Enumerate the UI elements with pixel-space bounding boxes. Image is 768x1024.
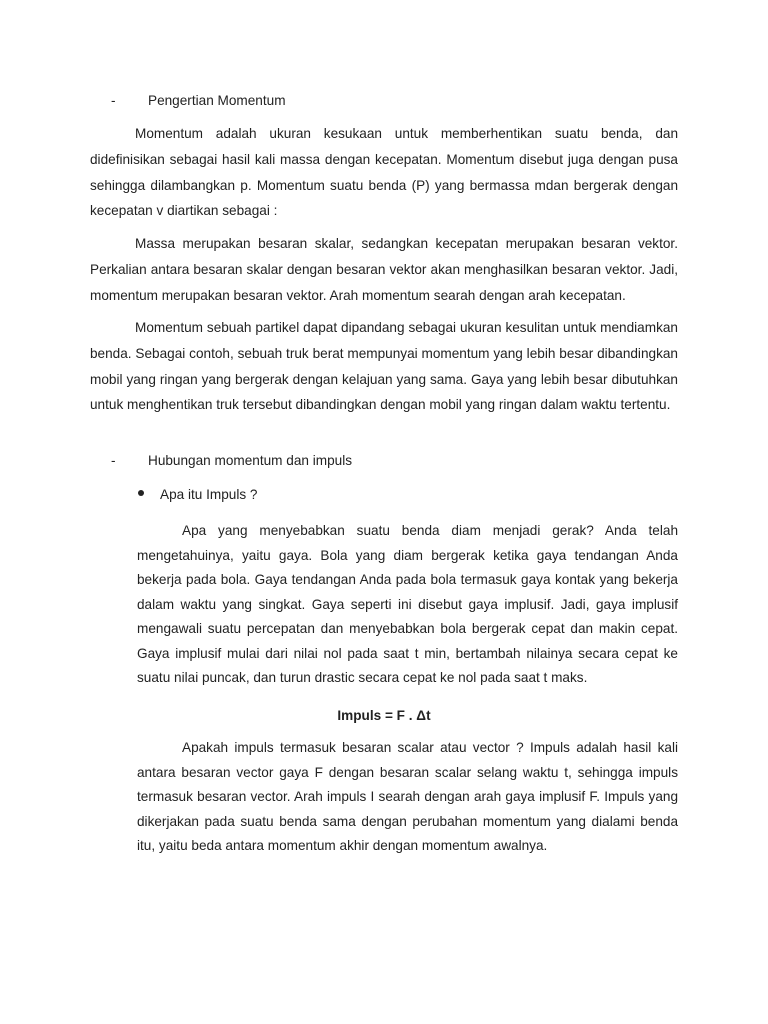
paragraph-momentum-definition: Momentum adalah ukuran kesukaan untuk memberhentikan suatu benda, dan didefinisikan sebagai hasil kali massa dengan kecepatan. Momentum disebut juga dengan pusa sehingga dilambangkan p. Momentum suatu benda (P) yang bermassa mdan bergerak dengan kecepatan v diartikan sebagai : <box>90 126 678 219</box>
paragraph-impulsive-force: Apa yang menyebabkan suatu benda diam menjadi gerak? Anda telah mengetahuinya, yaitu gaya. Bola yang diam bergerak ketika gaya tendangan Anda bekerja pada bola. Gaya tendangan Anda pada bola termasuk gaya kontak yang bekerja dalam waktu yang singkat. Gaya seperti ini disebut gaya implusif. Jadi, gaya implusif mengawali suatu percepatan dan menyebabkan bola bergerak cepat dan makin cepat. Gaya implusif mulai dari nilai nol pada saat t min, bertambah nilainya secara cepat ke suatu nilai puncak, dan turun drastic secara cepat ke nol pada saat t maks. <box>137 523 678 685</box>
bullet-text: Apa itu Impuls ? <box>160 487 258 502</box>
paragraph-impulse-vector: Apakah impuls termasuk besaran scalar atau vector ? Impuls adalah hasil kali antara besaran vector gaya F dengan besaran scalar selang waktu t, sehingga impuls termasuk besaran vector. Arah impuls I searah dengan arah gaya implusif F. Impuls yang dikerjakan pada suatu benda sama dengan perubahan momentum yang dialami benda itu, yaitu beda antara momentum akhir dengan momentum awalnya. <box>137 740 678 853</box>
dash-marker: - <box>111 453 116 468</box>
bullet-dot-icon <box>138 490 144 496</box>
paragraph-momentum-example: Momentum sebuah partikel dapat dipandang sebagai ukuran kesulitan untuk mendiamkan benda. Sebagai contoh, sebuah truk berat mempunyai momentum yang lebih besar dibandingkan mobil yang ringan yang bergerak dengan kelajuan yang sama. Gaya yang lebih besar dibutuhkan untuk menghentikan truk tersebut dibandingkan dengan mobil yang ringan dalam waktu tertentu. <box>90 320 678 413</box>
impulse-formula: Impuls = F . Δt <box>337 708 431 723</box>
dash-marker: - <box>111 93 116 108</box>
section-heading-pengertian-momentum <box>111 91 671 111</box>
section-title: Hubungan momentum dan impuls <box>148 453 353 468</box>
section-title: Pengertian Momentum <box>148 93 286 108</box>
section-heading-hubungan-momentum-impuls <box>111 451 671 471</box>
paragraph-momentum-vector: Massa merupakan besaran skalar, sedangkan kecepatan merupakan besaran vektor. Perkalian antara besaran skalar dengan besaran vektor akan menghasilkan besaran vektor. Jadi, momentum merupakan besaran vektor. Arah momentum searah dengan arah kecepatan. <box>90 236 678 303</box>
bullet-apa-itu-impuls <box>138 485 678 505</box>
